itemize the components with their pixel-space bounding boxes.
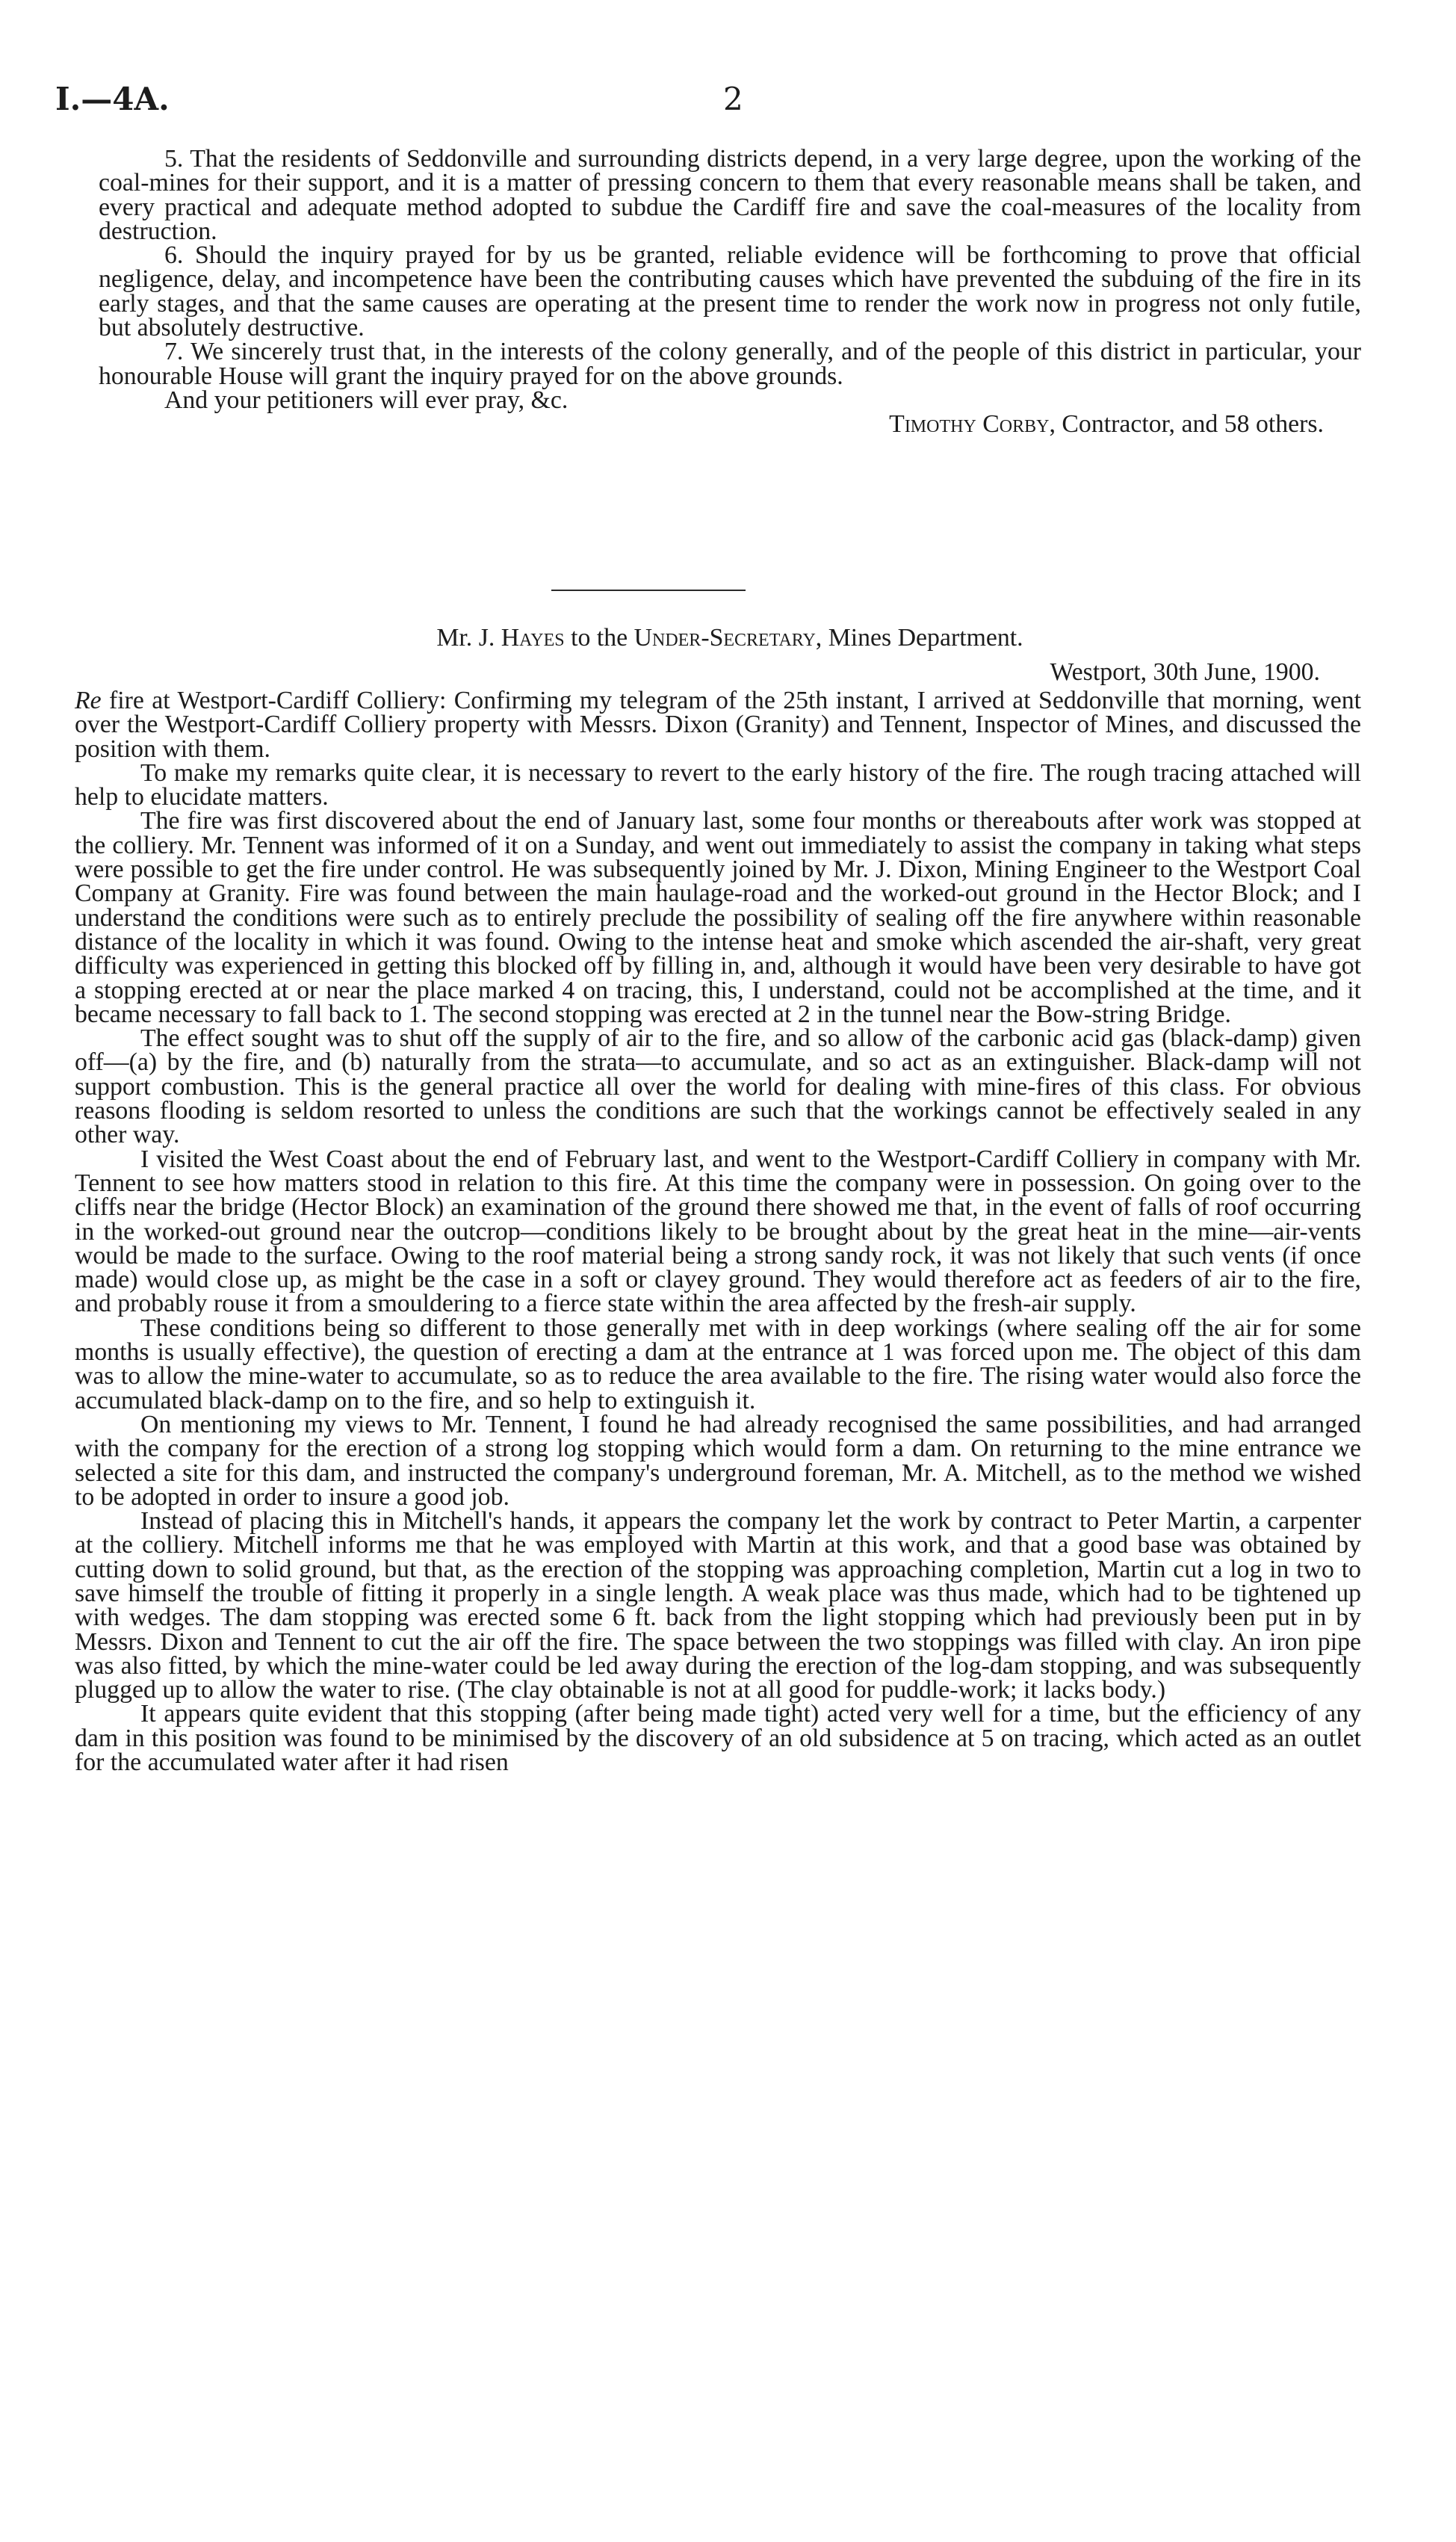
heading-department: , Mines Department. [815,624,1023,652]
petition-paragraph-6: 6. Should the inquiry prayed for by us be granted, reliable evidence will be forthcoming to prove that official negligence, delay, and incompetence have been the contributing causes which have prevented the subduing of the fire in its early stages, and that the same causes are operating at the present time to render the work now in progress not only futile, but absolutely destructive. [99,241,1361,342]
page-number: 2 [723,81,743,117]
report-reference: I.—4A. [55,81,170,117]
letter-paragraph [75,689,1361,761]
heading-sender: Hayes [501,624,565,652]
letter-paragraph: It appears quite evident that this stopping (after being made tight) acted very well for a time, but the efficiency of any dam in this position was found to be minimised by the discovery of an old subsidence at 5 on tracing, which acted as an outlet for the accumulated water after it had risen [75,1700,1361,1777]
section-divider [551,590,746,591]
letter-paragraph: I visited the West Coast about the end of February last, and went to the Westport-Cardiff Colliery in company with Mr. Tennent to see how matters stood in relation to this fire. At this time the company were in possession. On going over to the cliffs near the bridge (Hector Block) an examination of the ground there showed me that, in the event of falls of roof occurring in the worked-out ground near the outcrop—conditions likely to be brought about by the great heat in the mine—air-vents would be made to the surface. Owing to the roof material being a strong sandy rock, it was not likely that such vents (if once made) would close up, as might be the case in a soft or clayey ground. They would therefore act as feeders of air to the fire, and probably rouse it from a smouldering to a fierce state within the area affected by the fresh-air supply. [75,1145,1361,1318]
letter-paragraph-text: fire at Westport-Cardiff Colliery: Confirming my telegram of the 25th instant, I arrived at Seddonville that morning, went over the Westport-Cardiff Colliery property with Messrs. Dixon (Granity) and Tennent, Inspector of Mines, and discussed the position with them. [75,687,1361,763]
letter-heading [99,626,1361,650]
heading-connector: to the [564,624,634,652]
letter-paragraph: These conditions being so different to those generally met with in deep workings (where sealing off the air for some months is usually effective), the question of erecting a dam at the entrance at 1 was forced upon me. The object of this dam was to allow the mine-water to accumulate, so as to reduce the area available to the fire. The rising water would also force the accumulated black-damp on to the fire, and so help to extinguish it. [75,1314,1361,1414]
petition-paragraph-7: 7. We sincerely trust that, in the interests of the colony generally, and of the people of this district in particular, your honourable House will grant the inquiry prayed for on the above grounds. [99,338,1361,390]
letter-body [75,689,1361,1775]
petition-closing: And your petitioners will ever pray, &c. [164,386,569,414]
petition-paragraph-5: 5. That the residents of Seddonville and surrounding districts depend, in a very large degree, upon the working of the coal-mines for their support, and it is a matter of pressing concern to them that every reasonable means shall be taken, and every practical and adequate method adopted to subdue the Cardiff fire and save the coal-measures of the locality from destruction. [99,145,1361,245]
letter-paragraph: To make my remarks quite clear, it is necessary to revert to the early history of the fire. The rough tracing attached will help to elucidate matters. [75,758,1361,811]
letter-paragraph: Instead of placing this in Mitchell's hands, it appears the company let the work by contract to Peter Martin, a carpenter at the colliery. Mitchell informs me that he was employed with Martin at this work, and that a good base was obtained by cutting down to solid ground, but that, as the erection of the stopping was approaching completion, Martin cut a log in two to save himself the trouble of fitting it properly in a single length. A weak place was thus made, which had to be tightened up with wedges. The dam stopping was erected some 6 ft. back from the light stopping which had previously been put in by Messrs. Dixon and Tennent to cut the air off the fire. The space between the two stoppings was filled with clay. An iron pipe was also fitted, by which the mine-water could be led away during the erection of the log-dam stopping, and was subsequently plugged up to allow the water to rise. (The clay obtainable is not at all good for puddle-work; it lacks body.) [75,1507,1361,1704]
letter-paragraph: The fire was first discovered about the end of January last, some four months or thereabouts after work was stopped at the colliery. Mr. Tennent was informed of it on a Sunday, and went out immediately to assist the company in taking what steps were possible to get the fire under control. He was subsequently joined by Mr. J. Dixon, Mining Engineer to the Westport Coal Company at Granity. Fire was found between the main haulage-road and the worked-out ground in the Hector Block; and I understand the conditions were such as to entirely preclude the possibility of sealing off the fire anywhere within reasonable distance of the locality in which it was found. Owing to the intense heat and smoke which ascended the air-shaft, very great difficulty was experienced in getting this blocked off by filling in, and, although it would have been very desirable to have got a stopping erected at or near the place marked 4 on tracing, this, I understand, could not be accomplished at the time, and it became necessary to fall back to 1. The second stopping was erected at 2 in the tunnel near the Bow-string Bridge. [75,807,1361,1028]
signatory-details: , Contractor, and 58 others. [1049,410,1324,439]
dateline-text: Westport, 30th June, 1900. [1050,658,1320,686]
heading-prefix: Mr. J. [436,624,501,652]
heading-recipient: Under-Secretary [633,624,816,652]
petition-section [99,147,1361,437]
letter-paragraph: On mentioning my views to Mr. Tennent, I found he had already recognised the same possibilities, and had arranged with the company for the erection of a strong log stopping which would form a dam. On returning to the mine entrance we selected a site for this dam, and instructed the company's underground foreman, Mr. A. Mitchell, as to the method we wished to be adopted in order to insure a good job. [75,1410,1361,1511]
re-label: Re [75,687,102,714]
signatory-name: Timothy Corby [889,410,1050,439]
letter-dateline [99,658,1361,686]
letter-paragraph: The effect sought was to shut off the supply of air to the fire, and so allow of the carbonic acid gas (black-damp) given off—(a) by the fire, and (b) naturally from the strata—to accumulate, and so act as an extinguisher. Black-damp will not support combustion. This is the general practice all over the world for dealing with mine-fires of this class. For obvious reasons flooding is seldom resorted to unless the conditions are such that the workings cannot be effectively sealed in any other way. [75,1024,1361,1149]
petition-signature [99,410,1361,439]
